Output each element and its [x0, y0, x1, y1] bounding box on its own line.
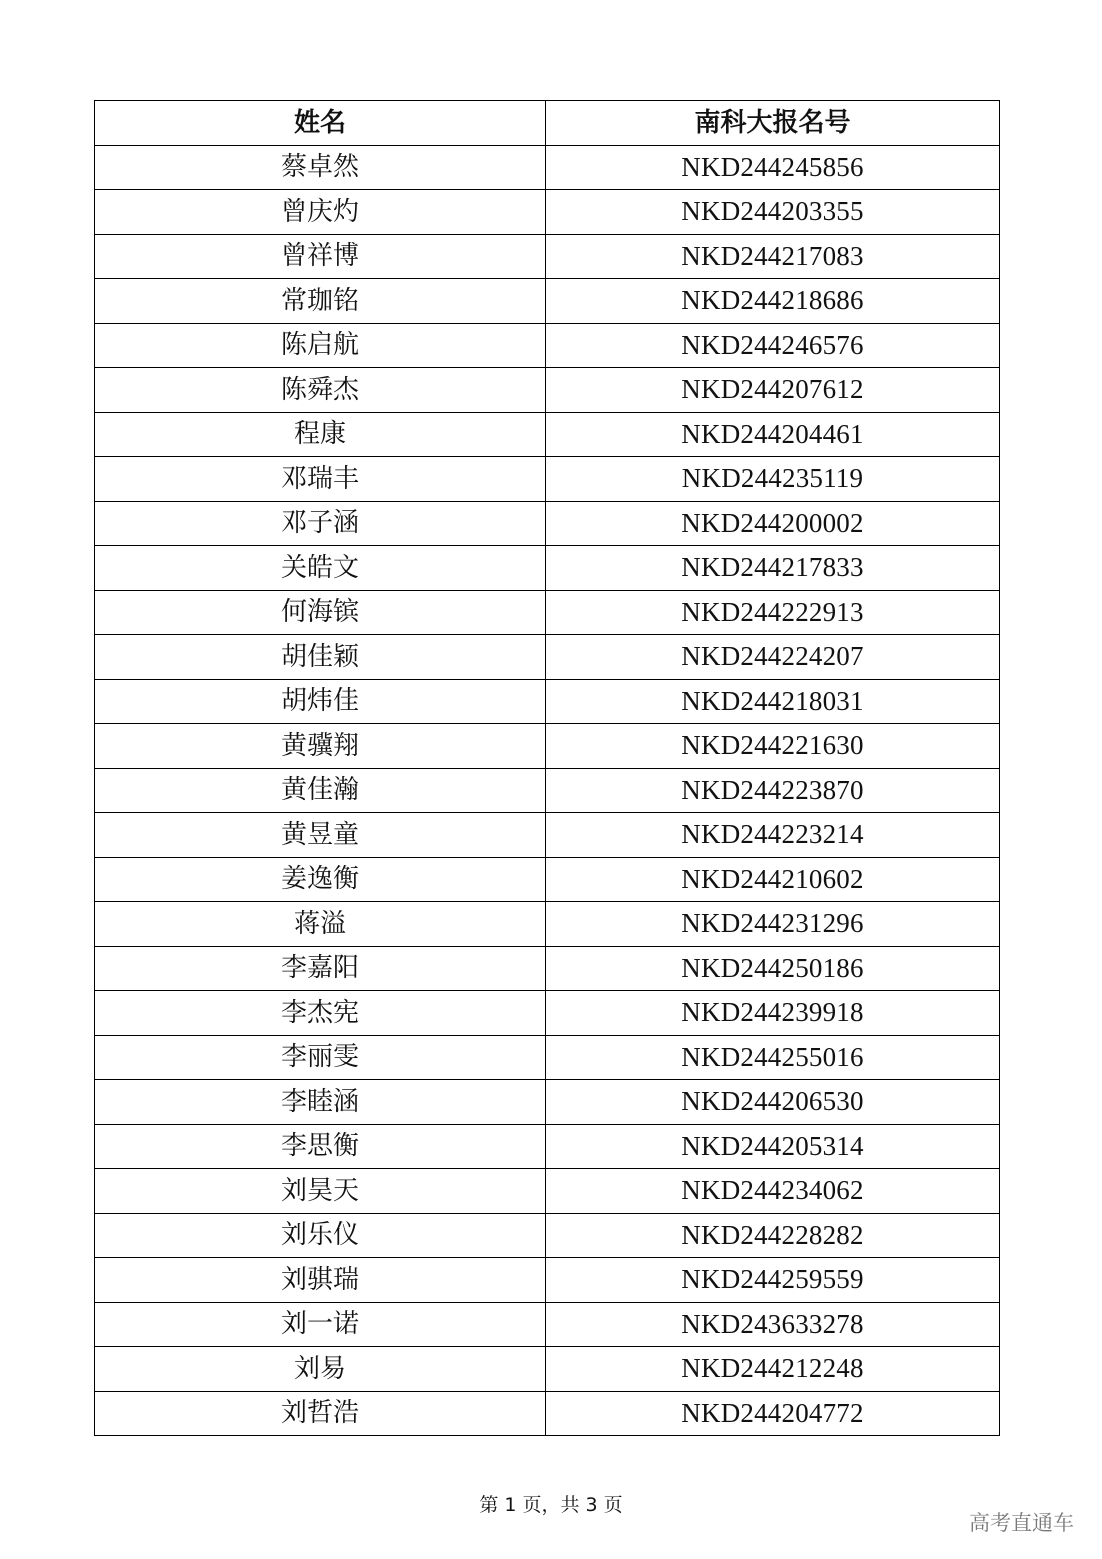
applicant-name: 刘骐瑞 [95, 1258, 546, 1303]
table-row [95, 1169, 1000, 1214]
applicant-name: 刘昊天 [95, 1169, 546, 1214]
registration-number: NKD244210602 [546, 857, 1000, 902]
table-row [95, 234, 1000, 279]
applicant-name: 刘乐仪 [95, 1213, 546, 1258]
table-row [95, 635, 1000, 680]
table-header-row [95, 101, 1000, 146]
table-row [95, 679, 1000, 724]
registration-number: NKD244223214 [546, 813, 1000, 858]
registration-number: NKD243633278 [546, 1302, 1000, 1347]
registration-number: NKD244222913 [546, 590, 1000, 635]
registration-number: NKD244234062 [546, 1169, 1000, 1214]
applicant-table [94, 100, 1000, 1436]
registration-number: NKD244204772 [546, 1391, 1000, 1436]
applicant-name: 李睦涵 [95, 1080, 546, 1125]
registration-number: NKD244221630 [546, 724, 1000, 769]
table-row [95, 1347, 1000, 1392]
applicant-name: 程康 [95, 412, 546, 457]
applicant-name: 黄昱童 [95, 813, 546, 858]
registration-number: NKD244239918 [546, 991, 1000, 1036]
registration-number: NKD244231296 [546, 902, 1000, 947]
page-number: 第 1 页，共 3 页 [479, 1494, 623, 1516]
registration-number: NKD244203355 [546, 190, 1000, 235]
table-row [95, 991, 1000, 1036]
applicant-name: 胡炜佳 [95, 679, 546, 724]
registration-number: NKD244207612 [546, 368, 1000, 413]
table-row [95, 1213, 1000, 1258]
registration-number: NKD244228282 [546, 1213, 1000, 1258]
table-row [95, 190, 1000, 235]
applicant-name: 邓瑞丰 [95, 457, 546, 502]
applicant-name: 刘易 [95, 1347, 546, 1392]
registration-number: NKD244245856 [546, 145, 1000, 190]
registration-number: NKD244217083 [546, 234, 1000, 279]
applicant-name: 李丽雯 [95, 1035, 546, 1080]
table-row [95, 1302, 1000, 1347]
registration-number: NKD244206530 [546, 1080, 1000, 1125]
table-row [95, 768, 1000, 813]
registration-number: NKD244250186 [546, 946, 1000, 991]
registration-number: NKD244246576 [546, 323, 1000, 368]
table-row [95, 501, 1000, 546]
table-row [95, 590, 1000, 635]
registration-number: NKD244200002 [546, 501, 1000, 546]
applicant-name: 黄骥翔 [95, 724, 546, 769]
table-body [95, 145, 1000, 1436]
registration-number: NKD244205314 [546, 1124, 1000, 1169]
table-row [95, 279, 1000, 324]
table-row [95, 1258, 1000, 1303]
table-row [95, 1124, 1000, 1169]
registration-number: NKD244259559 [546, 1258, 1000, 1303]
table-row [95, 323, 1000, 368]
applicant-name: 陈启航 [95, 323, 546, 368]
applicant-name: 刘一诺 [95, 1302, 546, 1347]
applicant-name: 蔡卓然 [95, 145, 546, 190]
table-row [95, 546, 1000, 591]
registration-number: NKD244217833 [546, 546, 1000, 591]
applicant-name: 关皓文 [95, 546, 546, 591]
applicant-name: 胡佳颖 [95, 635, 546, 680]
table-row [95, 813, 1000, 858]
column-header-name: 姓名 [95, 101, 546, 146]
registration-number: NKD244235119 [546, 457, 1000, 502]
registration-number: NKD244218031 [546, 679, 1000, 724]
table-row [95, 412, 1000, 457]
table-row [95, 457, 1000, 502]
registration-number: NKD244224207 [546, 635, 1000, 680]
applicant-name: 曾祥博 [95, 234, 546, 279]
table-row [95, 902, 1000, 947]
registration-number: NKD244218686 [546, 279, 1000, 324]
applicant-name: 陈舜杰 [95, 368, 546, 413]
table-row [95, 946, 1000, 991]
applicant-name: 李嘉阳 [95, 946, 546, 991]
applicant-name: 何海镔 [95, 590, 546, 635]
table-row [95, 724, 1000, 769]
column-header-registration-number: 南科大报名号 [546, 101, 1000, 146]
table-row [95, 145, 1000, 190]
table-row [95, 1080, 1000, 1125]
applicant-name: 邓子涵 [95, 501, 546, 546]
applicant-name: 李杰宪 [95, 991, 546, 1036]
applicant-name: 蒋溢 [95, 902, 546, 947]
registration-number: NKD244255016 [546, 1035, 1000, 1080]
watermark-text: 高考直通车 [969, 1511, 1074, 1535]
applicant-name: 姜逸衡 [95, 857, 546, 902]
table-row [95, 368, 1000, 413]
applicant-name: 常珈铭 [95, 279, 546, 324]
table-row [95, 1035, 1000, 1080]
registration-number: NKD244204461 [546, 412, 1000, 457]
registration-number: NKD244212248 [546, 1347, 1000, 1392]
registration-number: NKD244223870 [546, 768, 1000, 813]
applicant-name: 刘哲浩 [95, 1391, 546, 1436]
table-row [95, 857, 1000, 902]
applicant-name: 曾庆灼 [95, 190, 546, 235]
applicant-name: 李思衡 [95, 1124, 546, 1169]
applicant-name: 黄佳瀚 [95, 768, 546, 813]
table-row [95, 1391, 1000, 1436]
